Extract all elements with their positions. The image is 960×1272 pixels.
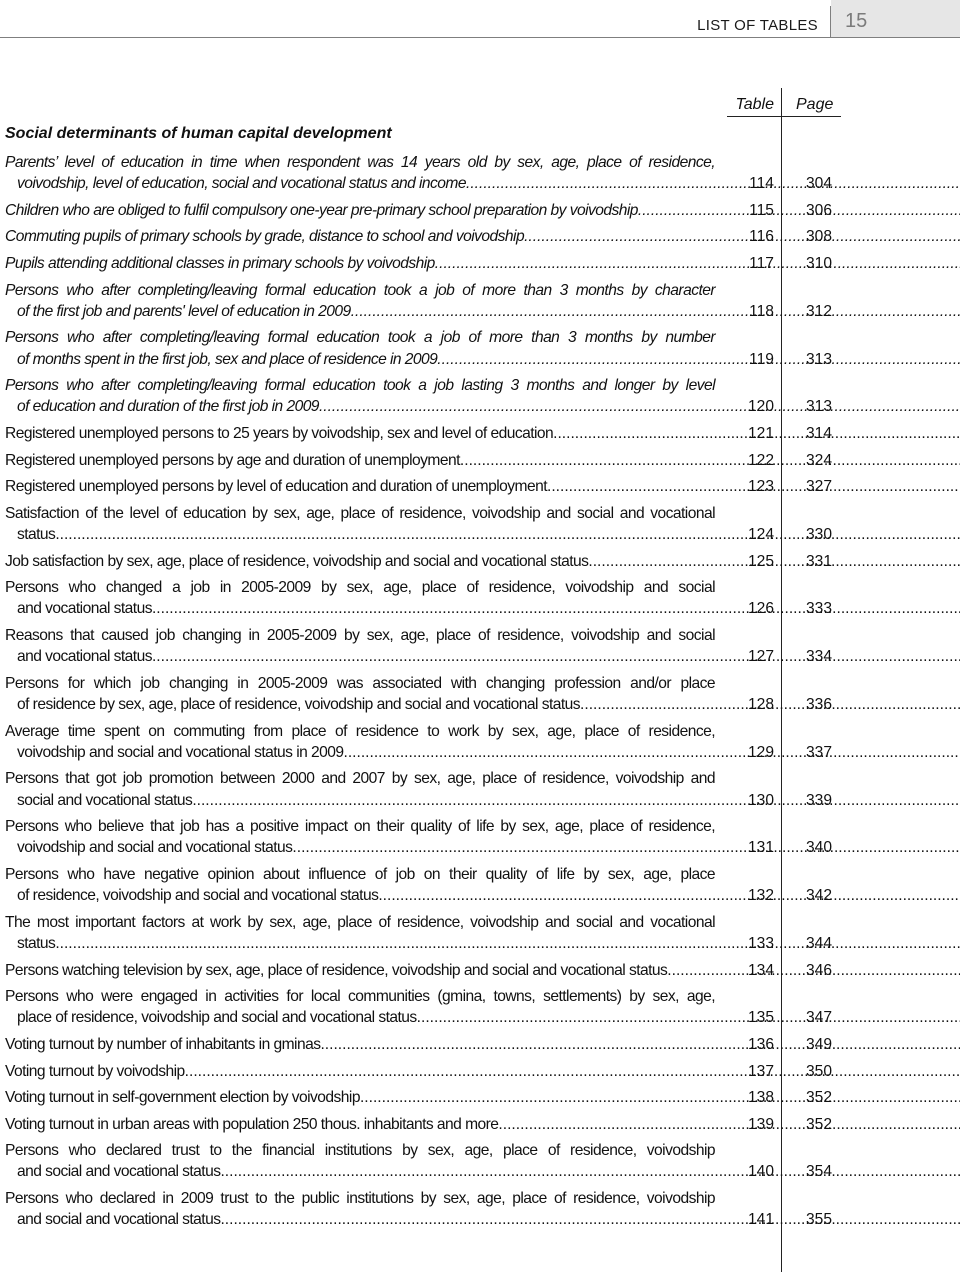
toc-entry-title <box>0 577 715 619</box>
toc-entry-title <box>0 327 715 369</box>
table-number: 118 <box>749 302 774 320</box>
toc-entry-text: Job satisfaction by sex, age, place of residence, voivodship and social and vocational status <box>5 552 589 570</box>
dot-leader <box>185 1063 960 1080</box>
toc-entry-title <box>0 1087 715 1108</box>
toc-entry-title <box>0 226 715 247</box>
dot-leader <box>638 202 960 219</box>
toc-entry-text: place of residence, voivodship and social and vocational status <box>17 1009 417 1027</box>
toc-entry-line <box>5 598 715 619</box>
toc-entry-title <box>0 503 715 545</box>
toc-entry[interactable] <box>0 1140 960 1182</box>
page-reference: 331 <box>806 552 833 570</box>
dot-leader <box>192 792 960 809</box>
toc-entry[interactable] <box>0 375 960 417</box>
toc-entry-text: of the first job and parents' level of education in 2009 <box>17 302 351 320</box>
dot-leader <box>460 452 960 469</box>
toc-entry-text: Registered unemployed persons by age and duration of unemployment <box>5 451 460 469</box>
toc-entry[interactable] <box>0 1188 960 1230</box>
toc-entry-title <box>0 1140 715 1182</box>
table-number: 116 <box>749 228 774 246</box>
toc-entry-line: Persons that got job promotion between 2000 and 2007 by sex, age, place of residence, voivodship and <box>5 770 715 788</box>
table-number: 136 <box>747 1035 774 1053</box>
toc-entry-text: and social and vocational status <box>17 1211 221 1229</box>
toc-entry[interactable] <box>0 625 960 667</box>
toc-entry-line: Persons who declared in 2009 trust to the public institutions by sex, age, place of residence, voivodship <box>5 1190 715 1208</box>
toc-entry-line: Persons who believe that job has a positive impact on their quality of life by sex, age, place of residence, <box>5 818 715 836</box>
table-number: 131 <box>747 839 774 857</box>
table-number: 130 <box>747 791 774 809</box>
toc-entry-title <box>0 673 715 715</box>
toc-entry-line <box>5 960 715 981</box>
page-reference: 350 <box>806 1062 833 1080</box>
toc-entry[interactable] <box>0 280 960 322</box>
table-number: 140 <box>747 1163 774 1181</box>
page-reference: 314 <box>806 424 833 442</box>
dot-leader <box>435 255 960 272</box>
toc-entry-line <box>5 1114 715 1135</box>
toc-entry-title <box>0 912 715 954</box>
table-number: 115 <box>749 201 774 219</box>
dot-leader <box>524 228 960 245</box>
table-number: 123 <box>747 478 774 496</box>
toc-entry-text: voivodship and social and vocational status in 2009 <box>17 743 344 761</box>
toc-entry-line: Satisfaction of the level of education by sex, age, place of residence, voivodship and social and vocational <box>5 504 715 522</box>
toc-entry-title <box>0 423 715 444</box>
dot-leader <box>588 553 960 570</box>
table-number: 137 <box>747 1062 774 1080</box>
page-reference: 347 <box>806 1009 833 1027</box>
table-number: 119 <box>749 350 774 368</box>
toc-entry-line <box>5 524 715 545</box>
toc-entry-title <box>0 721 715 763</box>
toc-entry[interactable] <box>0 1114 960 1135</box>
page-reference: 327 <box>806 478 833 496</box>
dot-leader <box>437 351 960 368</box>
toc-entry-text: Voting turnout by number of inhabitants in gminas <box>5 1035 321 1053</box>
toc-entry-line <box>5 1161 715 1182</box>
toc-entry-line <box>5 694 715 715</box>
page-reference: 334 <box>806 648 833 666</box>
page-reference: 324 <box>806 451 833 469</box>
toc-entry-text: and social and vocational status <box>17 1163 221 1181</box>
page-reference: 346 <box>806 961 833 979</box>
toc-entry-title <box>0 1188 715 1230</box>
toc-entry-title <box>0 253 715 274</box>
toc-entry[interactable] <box>0 476 960 497</box>
dot-leader <box>417 1009 960 1026</box>
toc-entry-line <box>5 1087 715 1108</box>
table-number: 139 <box>747 1115 774 1133</box>
table-of-contents <box>0 152 960 1236</box>
toc-entry-line: Persons who have negative opinion about influence of job on their quality of life by sex, age, place <box>5 865 715 883</box>
toc-entry-text: Persons watching television by sex, age, place of residence, voivodship and social and vocational status <box>5 961 668 979</box>
table-number: 133 <box>747 934 774 952</box>
page-reference: 313 <box>806 350 833 368</box>
toc-entry-title <box>0 551 715 572</box>
toc-entry-line: Persons who changed a job in 2005-2009 by sex, age, place of residence, voivodship and social <box>5 579 715 597</box>
toc-entry-text: status <box>17 934 56 952</box>
toc-entry-line <box>5 790 715 811</box>
toc-entry[interactable] <box>0 503 960 545</box>
toc-entry[interactable] <box>0 450 960 471</box>
toc-entry-line <box>5 450 715 471</box>
page-reference: 336 <box>806 695 833 713</box>
page-reference: 339 <box>806 791 833 809</box>
toc-entry-title <box>0 768 715 810</box>
toc-entry-line: Persons who after completing/leaving formal education took a job lasting 3 months and longer by level <box>5 377 715 395</box>
toc-entry[interactable] <box>0 327 960 369</box>
table-number: 128 <box>747 695 774 713</box>
page-reference: 354 <box>806 1163 833 1181</box>
toc-entry-line <box>5 173 715 194</box>
toc-entry-line: Persons who after completing/leaving formal education took a job of more than 3 months by character <box>5 281 715 299</box>
table-number: 121 <box>747 424 774 442</box>
toc-entry-line <box>5 200 715 221</box>
toc-entry-line <box>5 1034 715 1055</box>
dot-leader <box>220 1211 960 1228</box>
dot-leader <box>319 398 960 415</box>
toc-entry-text: of residence, voivodship and social and vocational status <box>17 887 379 905</box>
toc-entry-text: Voting turnout in self-government election by voivodship <box>5 1089 360 1107</box>
page-reference: 312 <box>806 302 833 320</box>
toc-entry-line <box>5 349 715 370</box>
toc-entry-line <box>5 226 715 247</box>
toc-entry-title <box>0 476 715 497</box>
toc-entry-line <box>5 476 715 497</box>
toc-entry[interactable] <box>0 1034 960 1055</box>
header-title: LIST OF TABLES <box>697 17 818 34</box>
toc-entry-line: The most important factors at work by sex, age, place of residence, voivodship and social and vocational <box>5 913 715 931</box>
toc-entry-line <box>5 1209 715 1230</box>
page-reference: 337 <box>806 743 833 761</box>
table-number: 120 <box>747 398 774 416</box>
page-reference: 313 <box>806 398 833 416</box>
column-header-rule <box>727 116 841 117</box>
toc-entry[interactable] <box>0 577 960 619</box>
table-number: 117 <box>749 254 774 272</box>
dot-leader <box>498 1116 960 1133</box>
toc-entry[interactable] <box>0 816 960 858</box>
toc-entry-text: and vocational status <box>17 600 152 618</box>
toc-entry-text: voivodship and social and vocational status <box>17 839 293 857</box>
page-column-header: Page <box>796 96 834 113</box>
toc-entry-text: Voting turnout in urban areas with population 250 thous. inhabitants and more <box>5 1115 499 1133</box>
page-reference: 304 <box>806 175 833 193</box>
toc-entry[interactable] <box>0 864 960 906</box>
toc-entry-line: Average time spent on commuting from place of residence to work by sex, age, place of residence, <box>5 722 715 740</box>
toc-entry-title <box>0 152 715 194</box>
dot-leader <box>320 1036 960 1053</box>
table-number: 114 <box>749 175 774 193</box>
toc-entry-line <box>5 551 715 572</box>
toc-entry-line <box>5 646 715 667</box>
toc-entry-line: Persons who declared trust to the financial institutions by sex, age, place of residence, voivodship <box>5 1142 715 1160</box>
table-number: 124 <box>747 525 774 543</box>
toc-entry-text: Registered unemployed persons by level of education and duration of unemployment <box>5 478 548 496</box>
toc-entry-title <box>0 280 715 322</box>
page-reference: 333 <box>806 600 833 618</box>
toc-entry[interactable] <box>0 673 960 715</box>
table-number: 122 <box>747 451 774 469</box>
toc-entry-line <box>5 1061 715 1082</box>
dot-leader <box>351 303 960 320</box>
toc-entry-title <box>0 960 715 981</box>
table-column-header: Table <box>735 96 774 113</box>
header-rule <box>0 37 960 38</box>
toc-entry-text: of residence by sex, age, place of residence, voivodship and social and vocational status <box>17 695 581 713</box>
toc-entry-line: Parents’ level of education in time when respondent was 14 years old by sex, age, place of residence, <box>5 154 715 171</box>
page-reference: 340 <box>806 839 833 857</box>
toc-entry-text: and vocational status <box>17 648 152 666</box>
toc-entry-line: Reasons that caused job changing in 2005-2009 by sex, age, place of residence, voivodship and social <box>5 626 715 644</box>
toc-entry[interactable] <box>0 551 960 572</box>
toc-entry-line: Persons who were engaged in activities for local communities (gmina, towns, settlements) by sex, age, <box>5 988 715 1006</box>
toc-entry-line <box>5 396 715 417</box>
dot-leader <box>344 744 960 761</box>
table-number: 134 <box>747 961 774 979</box>
toc-entry[interactable] <box>0 960 960 981</box>
page-reference: 306 <box>806 201 833 219</box>
toc-entry-line <box>5 742 715 763</box>
toc-entry-line: Persons for which job changing in 2005-2009 was associated with changing profession and/or place <box>5 674 715 692</box>
toc-entry-line <box>5 933 715 954</box>
toc-entry-line <box>5 1007 715 1028</box>
toc-entry[interactable] <box>0 721 960 763</box>
toc-entry-title <box>0 1114 715 1135</box>
dot-leader <box>466 175 960 192</box>
toc-entry[interactable] <box>0 912 960 954</box>
toc-entry-line <box>5 301 715 322</box>
dot-leader <box>360 1089 960 1106</box>
toc-entry-text: social and vocational status <box>17 791 193 809</box>
page-reference: 352 <box>806 1089 833 1107</box>
toc-entry-title <box>0 864 715 906</box>
toc-entry-text: status <box>17 525 56 543</box>
section-title: Social determinants of human capital development <box>5 125 392 142</box>
toc-entry-text: Voting turnout by voivodship <box>5 1062 185 1080</box>
toc-entry-text: Pupils attending additional classes in primary schools by voivodship <box>5 254 435 272</box>
toc-entry-title <box>0 375 715 417</box>
toc-entry-line: Persons who after completing/leaving formal education took a job of more than 3 months by number <box>5 329 715 347</box>
toc-entry-line <box>5 423 715 444</box>
toc-entry-text: Commuting pupils of primary schools by grade, distance to school and voivodship <box>5 228 525 246</box>
table-number: 132 <box>747 887 774 905</box>
toc-entry-text: of education and duration of the first job in 2009 <box>17 398 319 416</box>
toc-entry-line <box>5 253 715 274</box>
toc-entry-text: Registered unemployed persons to 25 years by voivodship, sex and level of education <box>5 424 554 442</box>
toc-entry-title <box>0 1061 715 1082</box>
table-number: 138 <box>747 1089 774 1107</box>
toc-entry[interactable] <box>0 253 960 274</box>
table-number: 126 <box>747 600 774 618</box>
toc-entry[interactable] <box>0 200 960 221</box>
toc-entry-title <box>0 450 715 471</box>
dot-leader <box>152 600 960 617</box>
table-number: 129 <box>747 743 774 761</box>
table-number: 135 <box>747 1009 774 1027</box>
toc-entry-text: voivodship, level of education, social and vocational status and income <box>17 175 466 193</box>
toc-entry-text: Children who are obliged to fulfil compulsory one-year pre-primary school preparation by voivodship <box>5 201 638 219</box>
dot-leader <box>220 1163 960 1180</box>
toc-entry-title <box>0 1034 715 1055</box>
dot-leader <box>292 839 960 856</box>
toc-entry-line <box>5 837 715 858</box>
toc-entry[interactable] <box>0 226 960 247</box>
toc-entry-title <box>0 816 715 858</box>
page-reference: 308 <box>806 228 833 246</box>
page-reference: 344 <box>806 934 833 952</box>
table-number: 125 <box>747 552 774 570</box>
toc-entry[interactable] <box>0 1087 960 1108</box>
toc-entry[interactable] <box>0 423 960 444</box>
page-reference: 349 <box>806 1035 833 1053</box>
toc-entry[interactable] <box>0 768 960 810</box>
page-number: 15 <box>845 10 868 32</box>
dot-leader <box>152 648 960 665</box>
page-reference: 342 <box>806 887 833 905</box>
toc-entry[interactable] <box>0 986 960 1028</box>
toc-entry-title <box>0 200 715 221</box>
toc-entry[interactable] <box>0 152 960 194</box>
toc-entry-text: of months spent in the first job, sex and place of residence in 2009 <box>17 350 438 368</box>
toc-entry[interactable] <box>0 1061 960 1082</box>
page-reference: 352 <box>806 1115 833 1133</box>
page-reference: 355 <box>806 1211 833 1229</box>
toc-entry-title <box>0 625 715 667</box>
toc-entry-line <box>5 885 715 906</box>
page-reference: 310 <box>806 254 833 272</box>
table-number: 127 <box>747 648 774 666</box>
page-reference: 330 <box>806 525 833 543</box>
table-number: 141 <box>747 1211 774 1229</box>
toc-entry-title <box>0 986 715 1028</box>
dot-leader <box>378 887 960 904</box>
